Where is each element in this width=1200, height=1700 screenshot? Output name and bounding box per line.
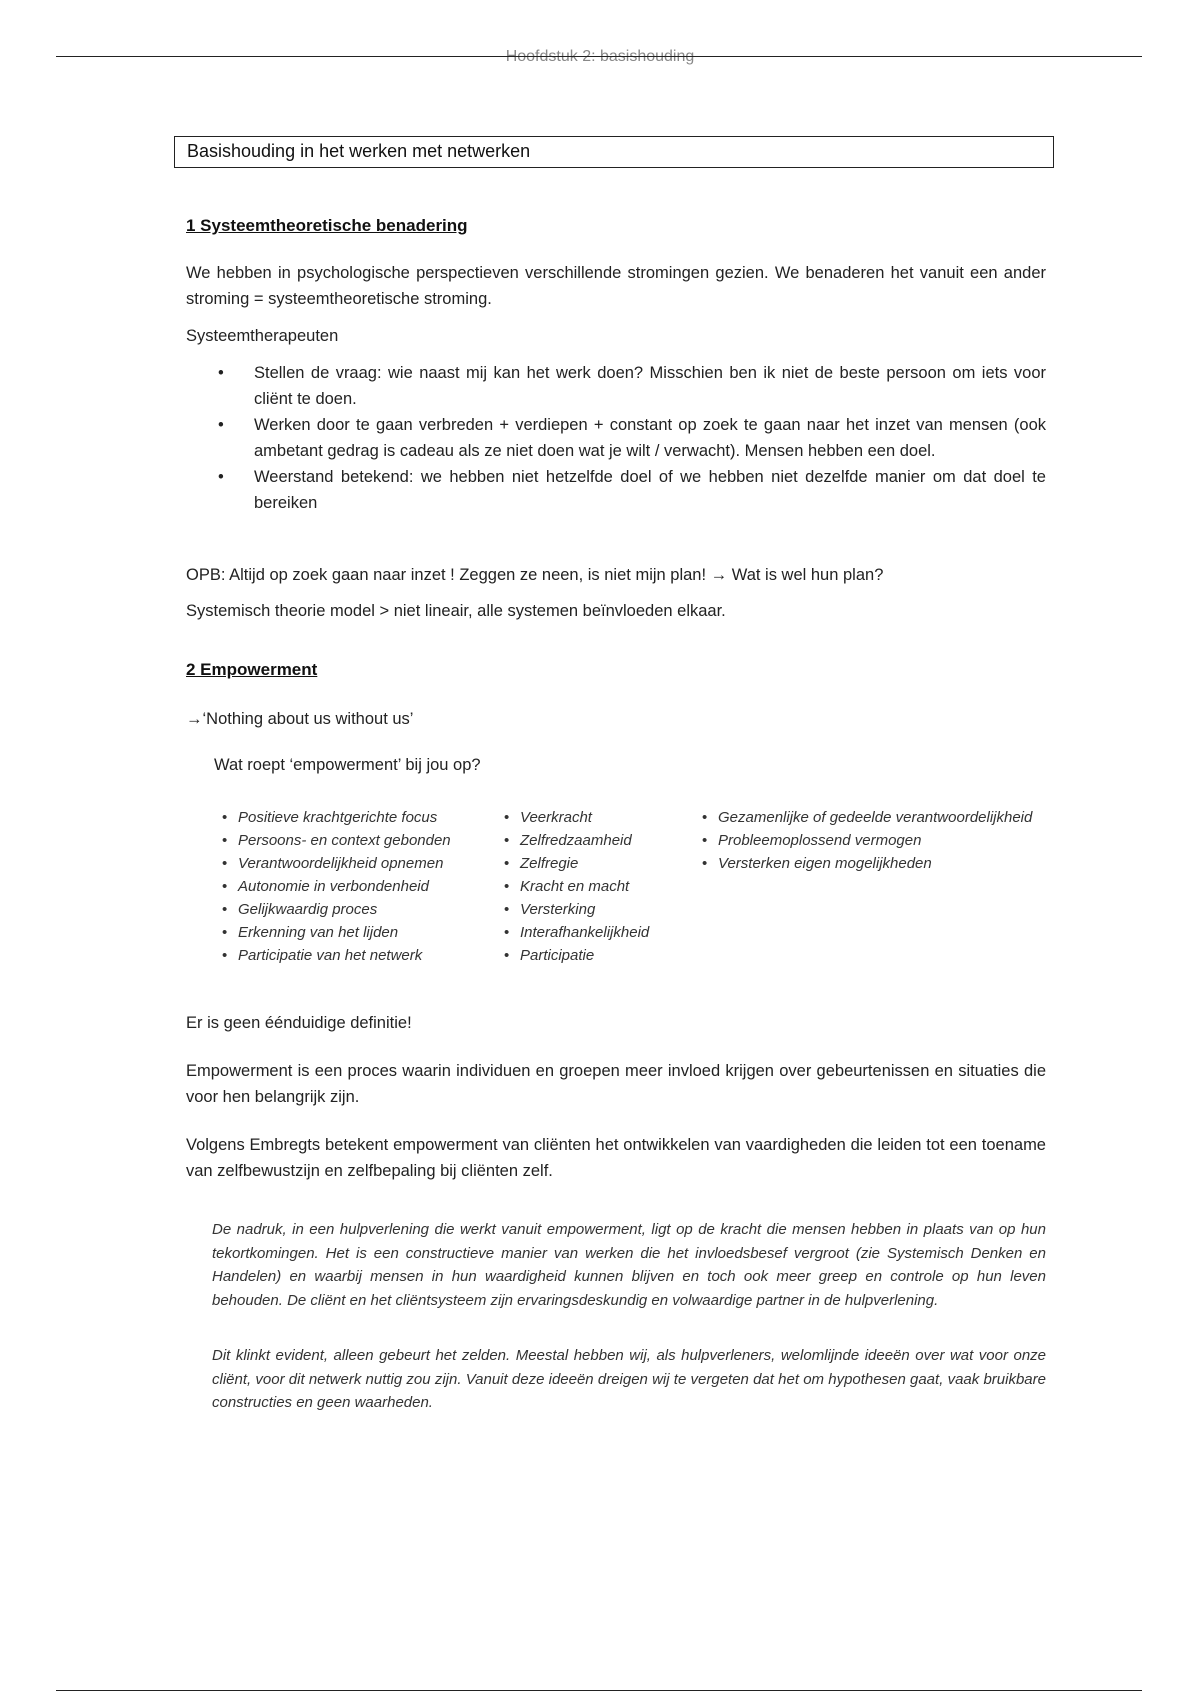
header-rule xyxy=(56,56,1142,57)
section-2-heading: 2 Empowerment xyxy=(186,660,318,679)
quote-paragraph-1: De nadruk, in een hulpverlening die werkt vanuit empowerment, ligt op de kracht die mensen hebben in plaats van op hun tekortkomingen. Het is een constructieve manier van werken die het invloedsbesef vergroot (zie Systemisch Denken en Handelen) en waarbij mensen in hun waardigheid kunnen blijven en toch ook meer greep en controle op hun leven behouden. De cliënt en het cliëntsysteem zijn ervaringsdeskundig en volwaardige partner in de hulpverlening. xyxy=(212,1221,1046,1309)
list-item: • Stellen de vraag: wie naast mij kan het werk doen? Misschien ben ik niet de beste persoon om iets voor cliënt te doen. xyxy=(218,360,1046,412)
footer-rule xyxy=(56,1690,1142,1691)
list-item: • Verantwoordelijkheid opnemen xyxy=(222,852,451,875)
list-item: • Weerstand betekend: we hebben niet hetzelfde doel of we hebben niet dezelfde manier om dat doel te bereiken xyxy=(218,464,1046,516)
associations-column-3 xyxy=(702,806,1032,875)
list-item: • Probleemoplossend vermogen xyxy=(702,829,1032,852)
list-item: • Participatie xyxy=(504,944,649,967)
list-item: • Veerkracht xyxy=(504,806,649,829)
associations-column-1 xyxy=(222,806,451,967)
list-item: • Zelfregie xyxy=(504,852,649,875)
list-item: • Gezamenlijke of gedeelde verantwoordelijkheid xyxy=(702,806,1032,829)
list-item: • Positieve krachtgerichte focus xyxy=(222,806,451,829)
page-header: Hoofdstuk 2: basishouding xyxy=(505,48,695,65)
list-item: • Kracht en macht xyxy=(504,875,649,898)
list-item: • Participatie van het netwerk xyxy=(222,944,451,967)
systemisch-model-note: Systemisch theorie model > niet lineair, alle systemen beïnvloeden elkaar. xyxy=(186,602,726,620)
list-item: • Interafhankelijkheid xyxy=(504,921,649,944)
list-item: • Versterking xyxy=(504,898,649,921)
empowerment-slogan: →‘Nothing about us without us’ xyxy=(186,710,414,728)
systeemtherapeuten-label: Systeemtherapeuten xyxy=(186,327,339,345)
systeemtherapeuten-list xyxy=(218,360,1046,516)
document-title: Basishouding in het werken met netwerken xyxy=(187,141,531,161)
list-item: • Versterken eigen mogelijkheden xyxy=(702,852,1032,875)
list-item: • Erkenning van het lijden xyxy=(222,921,451,944)
section-1-heading: 1 Systeemtheoretische benadering xyxy=(186,216,468,235)
list-item: • Werken door te gaan verbreden + verdiepen + constant op zoek te gaan naar het inzet van mensen (ook ambetant gedrag is cadeau als ze niet doen wat je wilt / verwacht). Mensen hebben een doel. xyxy=(218,412,1046,464)
empowerment-definition: Empowerment is een proces waarin individuen en groepen meer invloed krijgen over gebeurtenissen en situaties die voor hen belangrijk zijn. xyxy=(186,1062,1046,1106)
associations-column-2 xyxy=(504,806,649,967)
section-1-intro: We hebben in psychologische perspectieven verschillende stromingen gezien. We benaderen het vanuit een ander stroming = systeemtheoretische stroming. xyxy=(186,264,1046,308)
list-item: • Persoons- en context gebonden xyxy=(222,829,451,852)
quote-paragraph-2: Dit klinkt evident, alleen gebeurt het zelden. Meestal hebben wij, als hulpverleners, welomlijnde ideeën over wat voor onze cliënt, voor dit netwerk nuttig zou zijn. Vanuit deze ideeën dreigen wij te vergeten dat het om hypothesen gaat, vaak bruikbare constructies en geen waarheden. xyxy=(212,1347,1046,1411)
no-definition-note: Er is geen éénduidige definitie! xyxy=(186,1014,412,1032)
empowerment-question: Wat roept ‘empowerment’ bij jou op? xyxy=(214,756,481,774)
list-item: • Gelijkwaardig proces xyxy=(222,898,451,921)
title-box xyxy=(174,136,1054,168)
list-item: • Autonomie in verbondenheid xyxy=(222,875,451,898)
embregts-definition: Volgens Embregts betekent empowerment van cliënten het ontwikkelen van vaardigheden die leiden tot een toename van zelfbewustzijn en zelfbepaling bij cliënten zelf. xyxy=(186,1136,1046,1180)
opb-note: OPB: Altijd op zoek gaan naar inzet ! Zeggen ze neen, is niet mijn plan! → Wat is wel hun plan? xyxy=(186,566,884,584)
list-item: • Zelfredzaamheid xyxy=(504,829,649,852)
